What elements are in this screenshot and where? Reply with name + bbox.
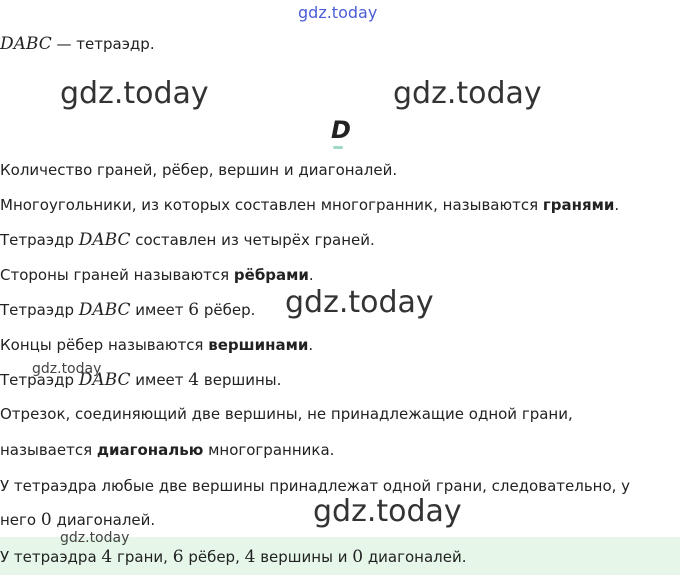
title-math: DABC — [0, 34, 52, 54]
watermark-right: gdz.today — [393, 76, 542, 111]
line-segment: Отрезок, соединяющий две вершины, не принадлежащие одной грани, — [0, 405, 573, 423]
answer-faces-num: 4 — [101, 547, 113, 567]
term-diagonal: диагональю — [96, 441, 204, 459]
title-line — [0, 34, 155, 54]
line-four-vertices-pre: Тетраэдр — [0, 371, 79, 389]
line-vertices — [0, 335, 313, 355]
watermark-bottom: gdz.today — [313, 494, 462, 529]
line-faces — [0, 195, 619, 215]
line-four-vertices-post: вершины. — [199, 371, 282, 389]
answer-vertices-num: 4 — [244, 547, 256, 567]
term-faces: гранями — [542, 196, 615, 214]
line-six-edges-mid: имеет — [130, 301, 189, 319]
answer-t3: рёбер, — [183, 548, 245, 566]
term-vertices: вершинами — [208, 336, 309, 354]
line-diagonal-pre: называется — [0, 441, 97, 459]
line-zero-post: диагоналей. — [51, 511, 156, 529]
answer-edges-num: 6 — [172, 547, 184, 567]
line-four-vertices-math: DABC — [78, 370, 131, 390]
watermark-small-2: gdz.today — [60, 530, 130, 546]
watermark-top: gdz.today — [298, 3, 378, 22]
line-diagonal-post: многогранника. — [203, 441, 335, 459]
line-zero-pre: него — [0, 511, 41, 529]
line-four-vertices — [0, 370, 281, 390]
line-six-edges-num: 6 — [188, 300, 200, 320]
line-six-edges — [0, 300, 255, 320]
line-zero-diagonals — [0, 510, 155, 530]
line-six-edges-pre: Тетраэдр — [0, 301, 79, 319]
line-edges-post: . — [308, 266, 314, 284]
answer-t4: вершины и — [255, 548, 353, 566]
watermark-left: gdz.today — [60, 76, 209, 111]
line-diagonal — [0, 440, 334, 460]
line-four-vertices-num: 4 — [188, 370, 200, 390]
line-faces-pre: Многоугольники, из которых составлен многогранник, называются — [0, 196, 543, 214]
line-four-faces-math: DABC — [78, 230, 131, 250]
line-vertices-pre: Концы рёбер называются — [0, 336, 209, 354]
answer-t2: грани, — [112, 548, 173, 566]
answer-t5: диагоналей. — [363, 548, 467, 566]
line-edges-pre: Стороны граней называются — [0, 266, 234, 284]
line-four-faces — [0, 230, 375, 250]
vertex-label-d: D — [331, 116, 351, 144]
watermark-small-1: gdz.today — [32, 361, 102, 377]
answer-line — [0, 547, 467, 567]
line-any-two: У тетраэдра любые две вершины принадлежат одной грани, следовательно, у — [0, 477, 631, 495]
line-six-edges-post: рёбер. — [199, 301, 256, 319]
line-four-faces-pre: Тетраэдр — [0, 231, 79, 249]
heading: Количество граней, рёбер, вершин и диагоналей. — [0, 161, 398, 179]
line-faces-post: . — [614, 196, 620, 214]
watermark-middle: gdz.today — [285, 285, 434, 320]
term-edges: рёбрами — [233, 266, 309, 284]
line-six-edges-math: DABC — [78, 300, 131, 320]
vertex-mark — [333, 146, 343, 149]
answer-diagonals-num: 0 — [352, 547, 364, 567]
line-four-faces-post: составлен из четырёх граней. — [130, 231, 375, 249]
line-four-vertices-mid: имеет — [130, 371, 189, 389]
answer-t1: У тетраэдра — [0, 548, 102, 566]
title-text: — тетраэдр. — [51, 35, 155, 53]
line-edges — [0, 265, 314, 285]
line-vertices-post: . — [308, 336, 314, 354]
line-zero-num: 0 — [40, 510, 52, 530]
